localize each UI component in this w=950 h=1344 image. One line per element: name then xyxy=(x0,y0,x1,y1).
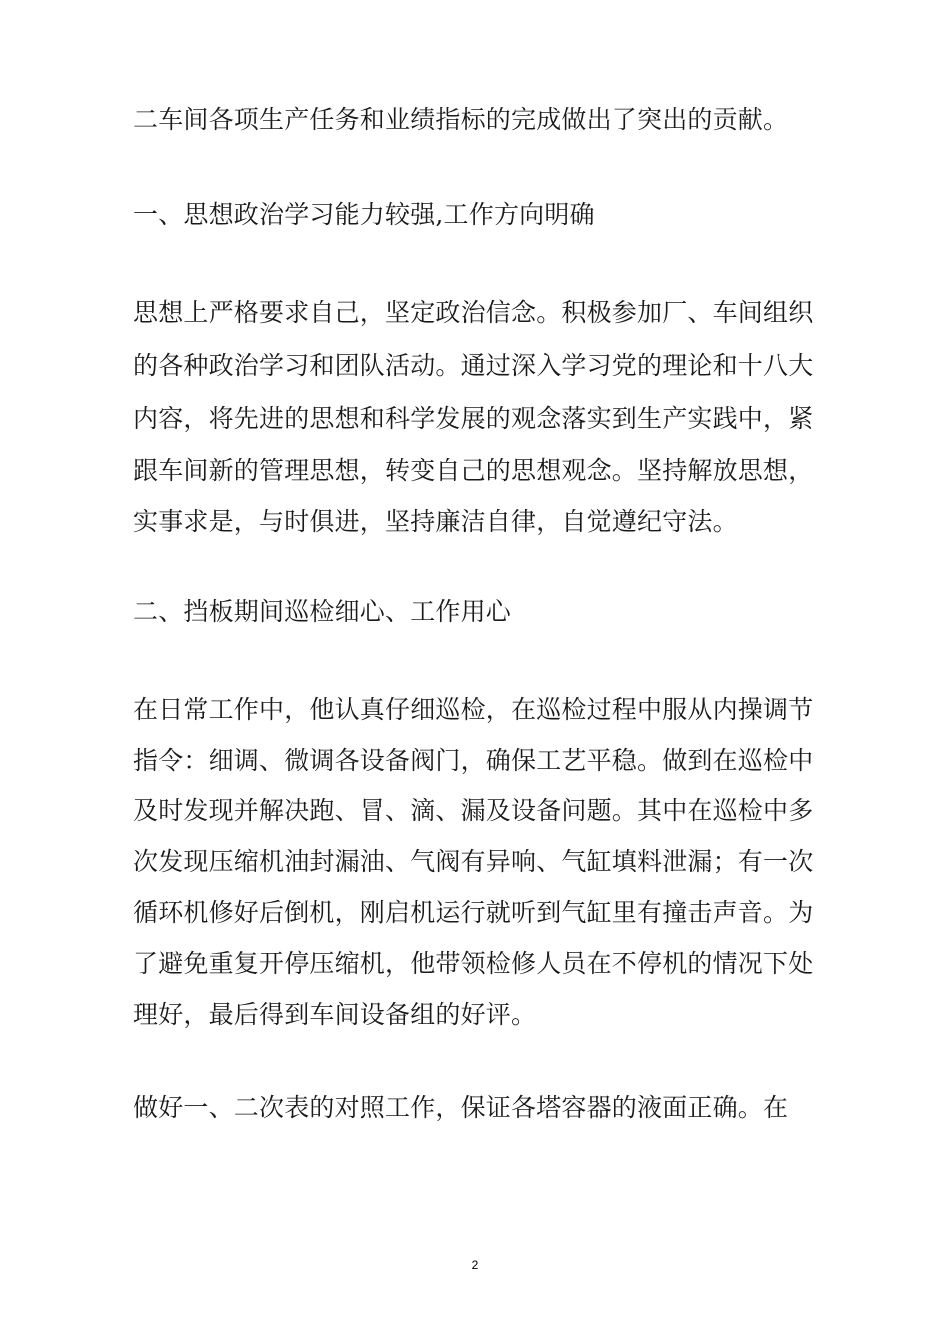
paragraph-3-line-5: 循环机修好后倒机，刚启机运行就听到气缸里有撞击声音。为 xyxy=(133,898,814,927)
page-number: 2 xyxy=(471,1258,479,1272)
paragraph-4-line-1: 做好一、二次表的对照工作，保证各塔容器的液面正确。在 xyxy=(133,1093,789,1122)
paragraph-3-line-6: 了避免重复开停压缩机，他带领检修人员在不停机的情况下处 xyxy=(133,949,814,978)
paragraph-1-line-1: 二车间各项生产任务和业绩指标的完成做出了突出的贡献。 xyxy=(133,105,789,134)
paragraph-3-line-4: 次发现压缩机油封漏油、气阀有异响、气缸填料泄漏；有一次 xyxy=(133,847,814,876)
section-heading-2: 二、挡板期间巡检细心、工作用心 xyxy=(133,597,512,626)
paragraph-2-line-3: 内容，将先进的思想和科学发展的观念落实到生产实践中，紧 xyxy=(133,404,814,433)
paragraph-2-line-4: 跟车间新的管理思想，转变自己的思想观念。坚持解放思想， xyxy=(133,456,814,485)
paragraph-3-line-1: 在日常工作中，他认真仔细巡检，在巡检过程中服从内操调节 xyxy=(133,695,814,724)
paragraph-2-line-1: 思想上严格要求自己，坚定政治信念。积极参加厂、车间组织 xyxy=(133,298,814,327)
paragraph-2-line-5: 实事求是，与时俱进，坚持廉洁自律，自觉遵纪守法。 xyxy=(133,507,738,536)
section-heading-1: 一、思想政治学习能力较强,工作方向明确 xyxy=(133,200,595,229)
paragraph-3-line-3: 及时发现并解决跑、冒、滴、漏及设备问题。其中在巡检中多 xyxy=(133,796,814,825)
paragraph-3-line-2: 指令：细调、微调各设备阀门，确保工艺平稳。做到在巡检中 xyxy=(133,746,814,775)
paragraph-3-line-7: 理好，最后得到车间设备组的好评。 xyxy=(133,1000,537,1029)
paragraph-2-line-2: 的各种政治学习和团队活动。通过深入学习党的理论和十八大 xyxy=(133,351,814,380)
